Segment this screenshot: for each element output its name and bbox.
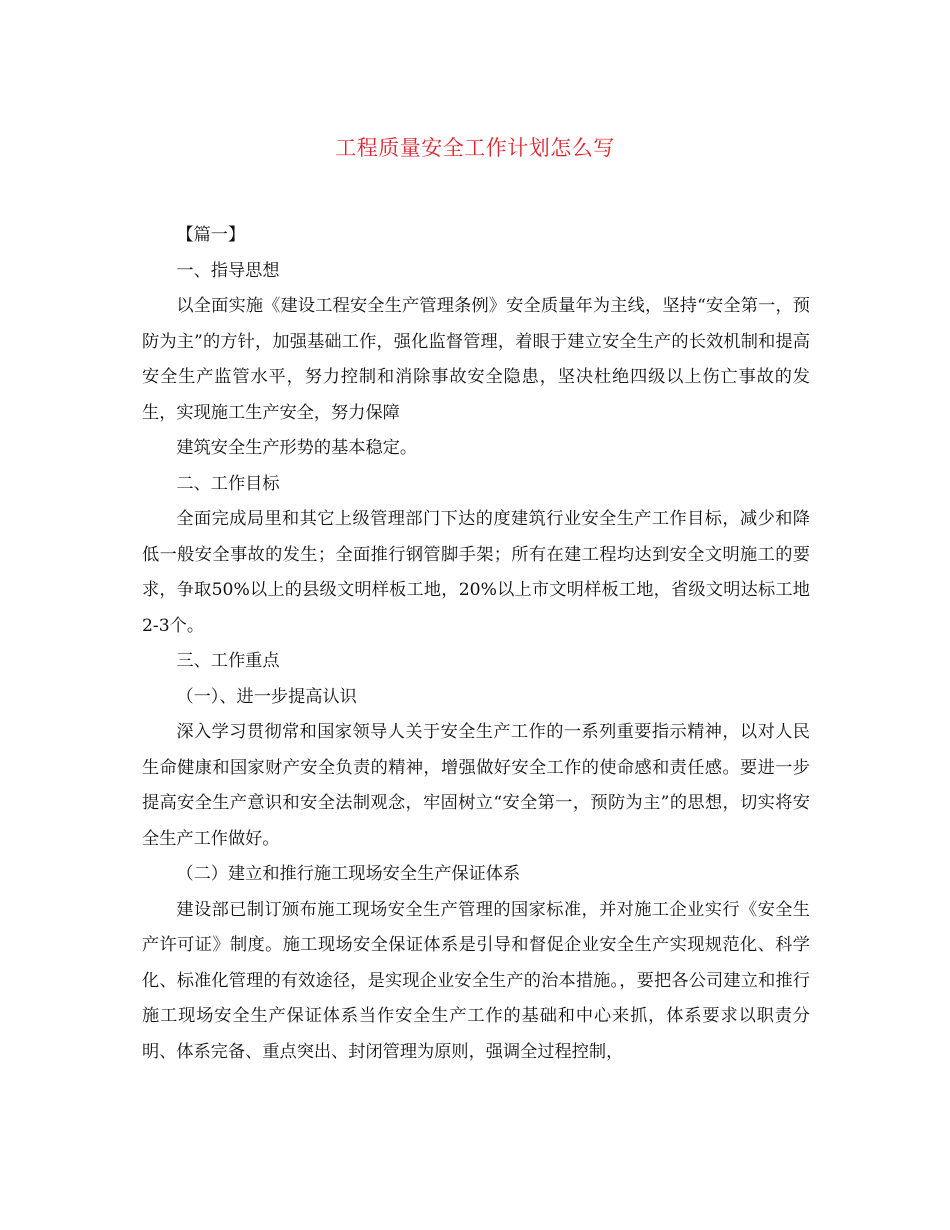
subheading-safety-system: （二）建立和推行施工现场安全生产保证体系 [176,864,521,884]
paragraph-work-goals: 全面完成局里和其它上级管理部门下达的度建筑行业安全生产工作目标，减少和降低一般安全事故的发生；全面推行钢管脚手架；所有在建工程均达到安全文明施工的要求，争取50%以上的县级文明样板工地，20%以上市文明样板工地，省级文明达标工地2-3个。 [142,509,810,636]
subheading-raise-awareness: （一）、进一步提高认识 [176,686,357,707]
document-body [142,218,810,1070]
paragraph-raise-awareness: 深入学习贯彻常和国家领导人关于安全生产工作的一系列重要指示精神，以对人民生命健康和国家财产安全负责的精神，增强做好安全工作的使命感和责任感。要进一步提高安全生产意识和安全法制观念，牢固树立“安全第一，预防为主”的思想，切实将安全生产工作做好。 [142,722,810,849]
heading-work-focus: 三、工作重点 [176,651,280,671]
paragraph-safety-system: 建设部已制订颁布施工现场安全生产管理的国家标准，并对施工企业实行《安全生产许可证》制度。施工现场安全保证体系是引导和督促企业安全生产实现规范化、科学化、标准化管理的有效途径，是实现企业安全生产的治本措施。，要把各公司建立和推行施工现场安全生产保证体系当作安全生产工作的基础和中心来抓，体系要求以职责分明、体系完备、重点突出、封闭管理为原则，强调全过程控制， [142,899,810,1062]
paragraph-guiding-ideology: 以全面实施《建设工程安全生产管理条例》安全质量年为主线，坚持“安全第一，预防为主”的方针，加强基础工作，强化监督管理，着眼于建立安全生产的长效机制和提高安全生产监管水平，努力控制和消除事故安全隐患，坚决杜绝四级以上伤亡事故的发生，实现施工生产安全，努力保障 [142,296,810,423]
page-title: 工程质量安全工作计划怎么写 [335,136,615,160]
section-marker: 【篇一】 [176,225,246,245]
heading-work-goals: 二、工作目标 [176,473,280,494]
heading-guiding-ideology: 一、指导思想 [176,260,280,281]
paragraph-guiding-ideology-cont: 建筑安全生产形势的基本稳定。 [176,438,418,458]
